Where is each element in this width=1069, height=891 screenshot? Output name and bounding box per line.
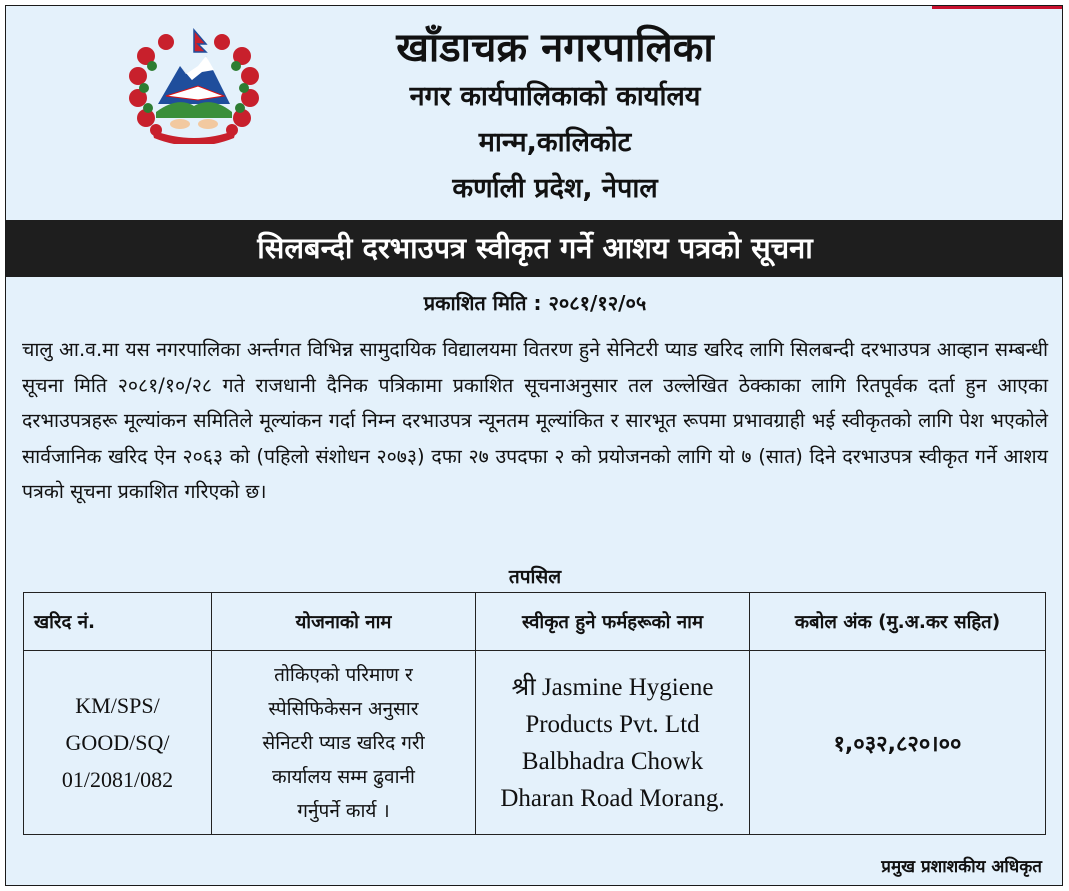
code-line: KM/SPS/	[75, 693, 160, 718]
office-sub-heading: नगर कार्यपालिकाको कार्यालय	[409, 81, 701, 112]
letterhead	[6, 6, 1063, 220]
cell-firm-name	[476, 651, 750, 835]
notice-body-paragraph: चालु आ.व.मा यस नगरपालिका अर्न्तगत विभिन्न सामुदायिक विद्यालयमा वितरण हुने सेनिटरी प्याड खरिद लागि सिलबन्दी दरभाउपत्र आव्हान सम्बन्धी सूचना मिति २०८१/१०/२८ गते राजधानी दैनिक पत्रिकामा प्रकाशित सूचनाअनुसार तल उल्लेखित ठेक्काका लागि रितपूर्वक दर्ता हुन आएका दरभाउपत्रहरू मूल्यांकन समितिले मूल्यांकन गर्दा निम्न दरभाउपत्र न्यूनतम मूल्यांकित र सारभूत रूपमा प्रभावग्राही भई स्वीकृतको लागि पेश भएकोले सार्वजानिक खरिद ऐन २०६३ को (पहिलो संशोधन २०७३) दफा २७ उपदफा २ को प्रयोजनको लागि यो ७ (सात) दिने दरभाउपत्र स्वीकृत गर्ने आशय पत्रको सूचना प्रकाशित गरिएको छ।	[22, 338, 1048, 503]
table-header-row	[24, 593, 1046, 651]
firm-line: Products Pvt. Ltd	[525, 710, 700, 738]
header-procurement-no: खरिद नं.	[24, 593, 212, 651]
location-heading: मान्म,कालिकोट	[478, 127, 632, 158]
firm-line: Balbhadra Chowk	[521, 747, 704, 775]
header-project-name: योजनाको नाम	[212, 593, 476, 651]
scope-line: स्पेसिफिकेसन अनुसार	[268, 697, 419, 720]
cell-project-name	[212, 651, 476, 835]
code-line: GOOD/SQ/	[65, 730, 170, 755]
signatory-title: प्रमुख प्रशाशकीय अधिकृत	[881, 857, 1042, 877]
code-line: 01/2081/082	[61, 767, 174, 792]
bid-table	[23, 592, 1046, 835]
office-name-heading: खाँडाचक्र नगरपालिका	[396, 25, 714, 71]
firm-line: Dharan Road Morang.	[500, 784, 725, 812]
cell-procurement-no	[24, 651, 212, 835]
notice-page	[5, 5, 1063, 886]
cell-bid-amount: १,०३२,८२०।००	[750, 651, 1046, 835]
header-firm-name: स्वीकृत हुने फर्महरूको नाम	[476, 593, 750, 651]
scope-line: कार्यालय सम्म ढुवानी	[272, 765, 415, 788]
schedule-label: तपसिल	[508, 566, 562, 588]
scope-line: सेनिटरी प्याड खरिद गरी	[262, 731, 425, 754]
table-row	[24, 651, 1046, 835]
header-bid-amount: कबोल अंक (मु.अ.कर सहित)	[750, 593, 1046, 651]
province-heading: कर्णाली प्रदेश, नेपाल	[452, 173, 658, 204]
scope-line: तोकिएको परिमाण र	[274, 663, 413, 686]
scope-line: गर्नुपर्ने कार्य ।	[297, 799, 390, 822]
firm-line: श्री Jasmine Hygiene	[511, 673, 714, 701]
notice-title-banner: सिलबन्दी दरभाउपत्र स्वीकृत गर्ने आशय पत्रको सूचना	[6, 220, 1063, 277]
published-date: प्रकाशित मिति : २०८१/१२/०५	[423, 291, 647, 315]
